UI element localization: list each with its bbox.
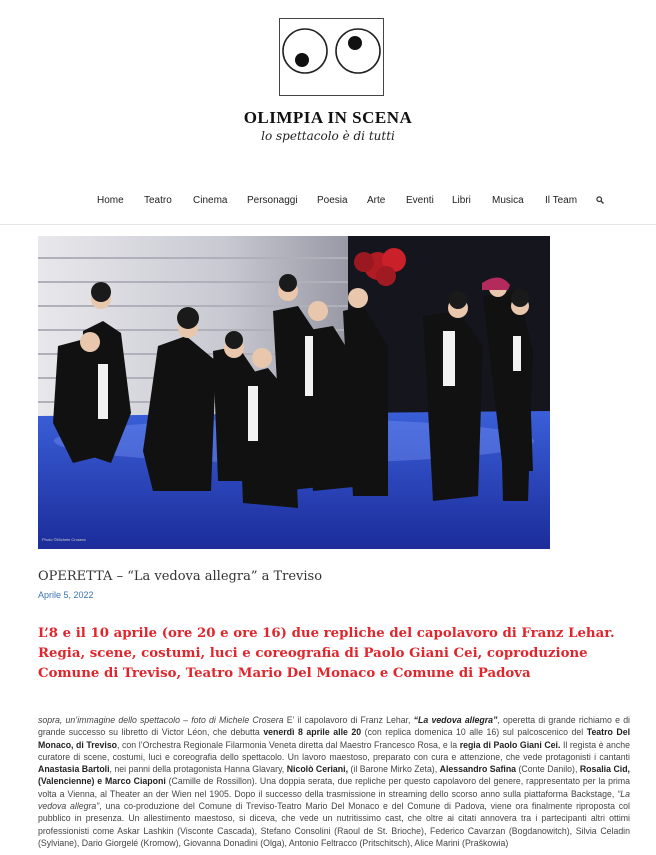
header-divider	[0, 224, 656, 225]
post-body-run: sopra, un’immagine dello spettacolo – foto di Michele Crosera	[38, 715, 284, 725]
post-body-run: , una co-produzione del Comune di Treviso-Teatro Mario Del Monaco e del Comune di Padova, viene ora finalmente riproposta col pubblico in presenza. Un allestimento maestoso, si diceva, che vede un nutritissimo cast, che oltre ai citati annovera tra i partecipanti altri ottimi professionisti come Askar Lashkin (Visconte Cascada), Stefano Consolini (Raoul de St. Brioche), Federico Cavarzan (Bogdanowitch), Silvia Celadin (Sylviane), Dario Giorgelé (Kromow), Giovanna Donadini (Olga), Antonio Feltracco (Pritschitsch), Alice Marini (Praškowia)	[38, 801, 630, 848]
nav-item-home[interactable]: Home	[97, 195, 124, 206]
hero-image	[38, 236, 550, 549]
nav-item-teatro[interactable]: Teatro	[144, 195, 172, 206]
nav-item-personaggi[interactable]: Personaggi	[247, 195, 298, 206]
nav-item-musica[interactable]: Musica	[492, 195, 524, 206]
post-body-run: “La vedova allegra”	[413, 715, 498, 725]
post-body-run: (con replica domenica 10 alle 16) sul palcoscenico del	[361, 727, 587, 738]
post-date[interactable]: Aprile 5, 2022	[38, 590, 94, 600]
post-body-run: Alessandro Safina	[439, 764, 517, 775]
main-nav	[0, 195, 656, 209]
post-lead: L’8 e il 10 aprile (ore 20 e ore 16) due repliche del capolavoro di Franz Lehar. Regia, scene, costumi, luci e coreografia di Paolo Giani Cei, coproduzione Comune di Treviso, Teatro Mario Del Monaco e Comune di Padova	[38, 626, 615, 681]
post-body-run: (il Barone Mirko Zeta),	[348, 764, 440, 775]
post-body-run: , con l’Orchestra Regionale Filarmonia Veneta diretta dal Maestro Francesco Rosa, e la	[117, 739, 460, 750]
post-body-run: Rosalia Cid, (Valencienne) e Marco Ciaponi	[38, 764, 630, 787]
post-body	[38, 714, 630, 849]
nav-item-poesia[interactable]: Poesia	[317, 195, 348, 206]
post-body-run: E’ il capolavoro di Franz Lehar,	[283, 715, 414, 725]
post-body-run: venerdì 8 aprile alle 20	[263, 727, 362, 738]
site-tagline: lo spettacolo è di tutti	[261, 129, 395, 143]
post-body-run: Teatro Del Monaco, di Treviso	[38, 727, 630, 750]
nav-item-cinema[interactable]: Cinema	[193, 195, 228, 206]
nav-item-eventi[interactable]: Eventi	[406, 195, 434, 206]
post-body-run: (Camille de Rossillon). Una doppia serata, due repliche per questo capolavoro del genere, rappresentato per la prima volta a Vienna, al Theater an der Wien nel 1905. Dopo il successo della trasmissione in streaming dello scorso anno sulla piattaforma Backstage,	[38, 776, 630, 799]
search-icon[interactable]	[596, 196, 604, 204]
hero-photo	[38, 236, 550, 549]
site-logo[interactable]	[279, 18, 384, 96]
post-body-run: (Conte Danilo),	[516, 764, 580, 775]
nav-item-il-team[interactable]: Il Team	[545, 195, 578, 206]
nav-item-arte[interactable]: Arte	[367, 195, 386, 206]
nav-item-libri[interactable]: Libri	[452, 195, 471, 206]
post-body-run: , nei panni della protagonista Hanna Glavary,	[109, 764, 287, 775]
post-title[interactable]: OPERETTA – “La vedova allegra” a Treviso	[38, 569, 323, 584]
post-body-run: “La vedova allegra”	[38, 788, 630, 812]
logo-eyes-icon	[280, 19, 383, 95]
post-body-run: Il regista è anche curatore di scene, costumi, luci e coreografia dello spettacolo. Un lavoro maestoso, preparato con cura e attenzione, che vede protagonisti i cantanti	[38, 739, 630, 762]
site-title[interactable]: OLIMPIA IN SCENA	[243, 108, 413, 127]
post-body-run: Nicolò Ceriani,	[286, 764, 349, 775]
post-body-run: regia di Paolo Giani Cei.	[459, 739, 561, 750]
post-body-run: , operetta di grande richiamo e di grande successo su libretto di Victor Léon, che debutta	[38, 715, 630, 738]
photo-credit: Photo ©Michele Crosera	[42, 537, 86, 542]
post-body-run: Anastasia Bartoli	[38, 764, 110, 775]
